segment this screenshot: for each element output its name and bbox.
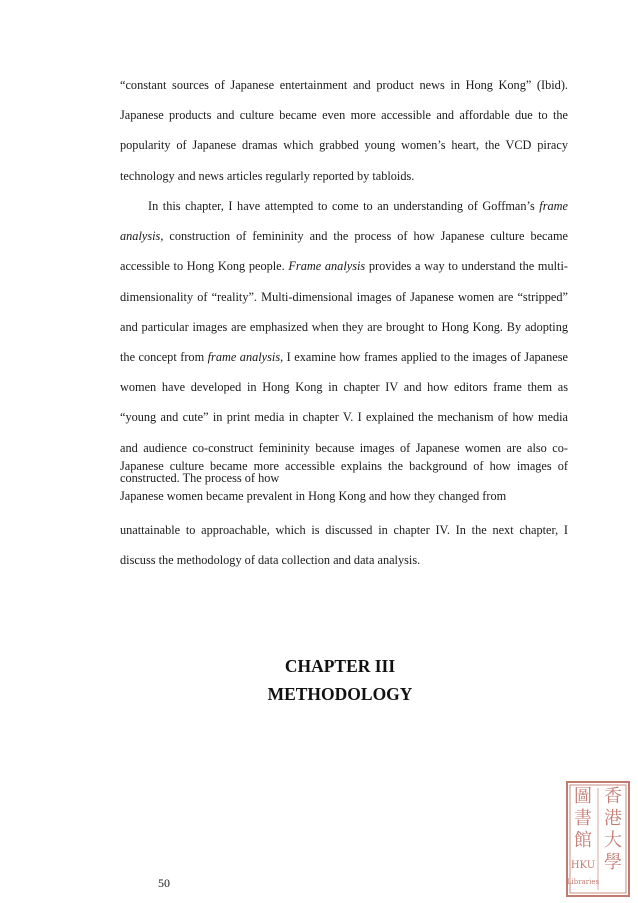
seal-glyph: 香 (604, 786, 622, 807)
paragraph-text: In this chapter, I have attempted to come to an understanding of Goffman’s (148, 199, 540, 213)
paragraph-text: , construction of femininity and the process of how Japanese culture became accessible to Hong Kong people. (120, 229, 568, 274)
library-seal-stamp (565, 780, 631, 898)
page-number: 50 (158, 876, 170, 890)
paragraph-text: , I examine how frames applied to the images of Japanese women have developed in Hong Kong in chapter IV and how editors frame them as “young and cute” in print media in chapter V. I explained the mechanism of how media and audience co-construct femininity because images of Japanese women are also co-constructed. The process of how (120, 350, 568, 485)
seal-glyph: 圖 (574, 786, 592, 807)
seal-glyph: 書 (574, 808, 592, 829)
paragraph-2 (120, 191, 568, 493)
paragraph-text: Japanese culture became more accessible explains the background of how images of Japanese women became prevalent in Hong Kong and how they changed from (120, 459, 568, 504)
seal-glyph: 學 (604, 852, 622, 873)
paragraph-3 (120, 451, 568, 511)
italic-term: frame analysis (120, 199, 568, 244)
paragraph-4 (120, 515, 568, 575)
italic-term: Frame analysis (288, 259, 366, 274)
italic-term: frame analysis (207, 350, 281, 365)
chapter-number: CHAPTER III (284, 656, 396, 676)
chapter-title: METHODOLOGY (267, 684, 413, 704)
seal-glyph: Libraries (566, 878, 600, 886)
chapter-heading (120, 652, 560, 708)
seal-glyph: 港 (604, 808, 622, 829)
paragraph-text: provides a way to understand the multi-dimensionality of “reality”. Multi-dimensional images of Japanese women are “stripped” and particular images are emphasized when they are brought to Hong Kong. By adopting the concept from (120, 259, 568, 365)
paragraph-text: “constant sources of Japanese entertainment and product news in Hong Kong” (Ibid). Japanese products and culture became even more accessible and affordable due to the popularity of Japanese dramas which grabbed young women’s heart, the VCD piracy technology and news articles regularly reported by tabloids. (120, 78, 568, 183)
seal-glyph: 館 (574, 830, 592, 851)
paragraph-1 (120, 70, 568, 191)
paragraph-text: unattainable to approachable, which is discussed in chapter IV. In the next chapter, I discuss the methodology of data collection and data analysis. (120, 523, 568, 568)
seal-glyph: 大 (604, 830, 622, 851)
seal-glyph: HKU (570, 860, 596, 871)
